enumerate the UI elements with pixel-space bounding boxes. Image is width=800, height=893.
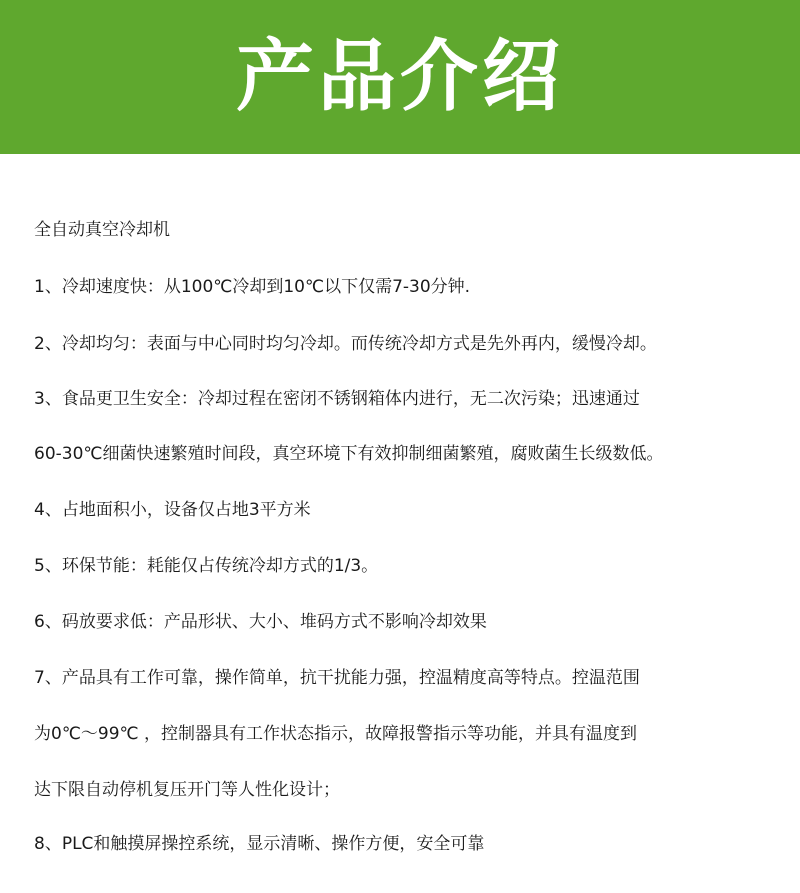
feature-line: 1、冷却速度快：从100℃冷却到10℃以下仅需7-30分钟. [34, 277, 471, 297]
feature-line: 4、占地面积小，设备仅占地3平方米 [34, 500, 311, 520]
feature-line: 8、PLC和触摸屏操控系统，显示清晰、操作方便，安全可靠 [34, 834, 485, 854]
feature-line: 5、环保节能：耗能仅占传统冷却方式的1/3。 [34, 556, 379, 576]
title-banner [0, 0, 800, 154]
feature-line: 达下限自动停机复压开门等人性化设计； [34, 780, 340, 800]
feature-line: 为0℃～99℃ ，控制器具有工作状态指示，故障报警指示等功能，并具有温度到 [34, 724, 638, 744]
product-name: 全自动真空冷却机 [34, 220, 170, 240]
feature-line: 3、食品更卫生安全：冷却过程在密闭不锈钢箱体内进行，无二次污染；迅速通过 [34, 389, 640, 409]
feature-line: 2、冷却均匀：表面与中心同时均匀冷却。而传统冷却方式是先外再内，缓慢冷却。 [34, 334, 657, 354]
feature-line: 60-30℃细菌快速繁殖时间段，真空环境下有效抑制细菌繁殖，腐败菌生长级数低。 [34, 444, 664, 464]
feature-line: 6、码放要求低：产品形状、大小、堆码方式不影响冷却效果 [34, 612, 487, 632]
page-title: 产品介绍 [235, 31, 564, 122]
feature-line: 7、产品具有工作可靠，操作简单，抗干扰能力强，控温精度高等特点。控温范围 [34, 668, 640, 688]
